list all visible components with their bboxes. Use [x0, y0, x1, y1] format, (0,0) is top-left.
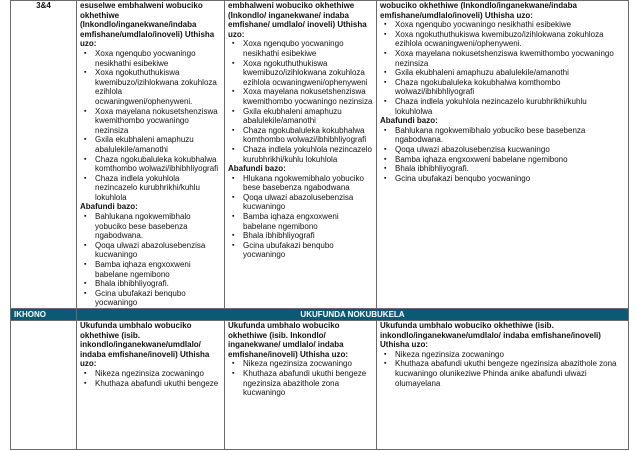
column-cell — [377, 1, 629, 309]
list-item: ▪ Hlukana ngokwemibhalo yobuciko bese basebenza ngabodwana — [243, 174, 373, 193]
list-item: ▪ Nikeza ngezinsiza zocwaningo — [95, 369, 221, 379]
list-item: ▪ Bahlukana ngokwemibhalo yobuciko bese basebenza ngabodwana. — [95, 212, 221, 241]
list-item: ▪ Qoqa ulwazi abazolusebenzisa kucwaningo — [395, 145, 625, 155]
bullet-list — [228, 39, 373, 164]
list-item: ▪ Chaza ngokubaluleka kokubhalwa komthombo wolwazi/ibhibhliyografi — [95, 155, 221, 174]
bullet-list — [380, 126, 625, 184]
list-item: ▪ Gcina ubufakazi benqubo yocwaningo — [243, 241, 373, 260]
section-title: UKUFUNDA NOKUBUKELA — [77, 309, 629, 321]
cell-heading: embhalweni wobuciko okhethiwe (Inkondlo/ inganekwane/ indaba emfishane/ umdlalo/ inoveli) Uthisha uzo: — [228, 1, 367, 39]
list-item: ▪ Xoxa ngenqubo yocwaningo nesikhathi esibekiwe — [395, 20, 625, 30]
skill-label: IKHONO — [11, 309, 77, 321]
list-item: ▪ Bhala ibhibhliyografi. — [395, 164, 625, 174]
column-cell — [77, 321, 225, 450]
table-row — [11, 1, 629, 309]
cell-subheading: Abafundi bazo: — [80, 202, 138, 212]
list-item: ▪ Bahlukana ngokwemibhalo yobuciko bese basebenza ngabodwana. — [395, 126, 625, 145]
list-item: ▪ Chaza indlela yokuhlola nezincazelo kurubhrikhi/kuhlu lokuhlola — [95, 174, 221, 203]
list-item: ▪ Xoxa mayelana nokusetshenziswa kwemithombo yocwaningo nezinsiza — [243, 87, 373, 106]
bullet-list — [380, 20, 625, 116]
cell-heading: Ukufunda umbhalo wobuciko okhethiwe (isib. inkondlo/inganekwane/umdlalo/ indaba emfishane/inoveli) Uthisha uzo: — [80, 321, 210, 369]
column-cell — [225, 321, 377, 450]
list-item: ▪ Bamba iqhaza engxoxweni babelane ngemibono — [95, 260, 221, 279]
list-item: ▪ Bamba iqhaza engxoxweni babelane ngemibono — [243, 212, 373, 231]
cell-subheading: Abafundi bazo: — [380, 116, 438, 126]
list-item: ▪ Qoqa ulwazi abazolusebenzisa kucwaningo — [243, 193, 373, 212]
list-item: ▪ Xoxa ngenqubo yocwaningo nesikhathi esibekiwe — [243, 39, 373, 58]
list-item: ▪ Chaza indlela yokuhlola nezincazelo kurubhrikhi/kuhlu lokuhlola — [243, 145, 373, 164]
list-item: ▪ Nikeza ngezinsiza zocwaningo — [395, 350, 625, 360]
list-item: ▪ Bamba iqhaza engxoxweni babelane ngemibono — [395, 155, 625, 165]
list-item: ▪ Gxila ekubhaleni amaphuzu abalulekile/amanothi — [243, 107, 373, 126]
bullet-list — [228, 174, 373, 260]
column-cell — [77, 1, 225, 309]
list-item: ▪ Khuthaza abafundi ukuthi bengeze ngezinsiza abazithole zona kucwaningo olunikeziwe Phinda anike abafundi ulwazi olumayelana — [395, 359, 625, 388]
list-item: ▪ Chaza indlela yokuhlola nezincazelo kurubhrikhi/kuhlu lokuhlolwa — [395, 97, 625, 116]
list-item: ▪ Chaza ngokubaluleka kokubhalwa komthombo wolwazi/ibhibhliyografi — [395, 78, 625, 97]
list-item: ▪ Qoqa ulwazi abazolusebenzisa kucwaningo — [95, 241, 221, 260]
bullet-list — [80, 212, 221, 308]
list-item: ▪ Gxila ekubhaleni amaphuzu abalulekile/amanothi — [95, 135, 221, 154]
list-item: ▪ Gcina ubufakazi benqubo yocwaningo — [95, 289, 221, 308]
list-item: ▪ Xoxa ngenqubo yocwaningo nesikhathi esibekiwe — [95, 49, 221, 68]
bullet-list — [80, 369, 221, 388]
empty-cell — [11, 321, 77, 450]
list-item: ▪ Xoxa mayelana nokusetshenziswa kwemithombo yocwaningo nezinsiza — [95, 107, 221, 136]
list-item: ▪ Gxila ekubhaleni amaphuzu abalulekile/amanothi — [395, 68, 625, 78]
list-item: ▪ Bhala ibhibhliyografi. — [95, 279, 221, 289]
bullet-list — [80, 49, 221, 203]
list-item: ▪ Gcina ubufakazi benqubo yocwaningo — [395, 174, 625, 184]
curriculum-table — [10, 0, 629, 450]
list-item: ▪ Bhala ibhibhliyografi — [243, 231, 373, 241]
cell-heading: Ukufunda umbhalo wobuciko okhethiwe (isib. inkondlo/inganekwane/umdlalo/ indaba emfishane/inoveli) Uthisha uzo: — [380, 321, 601, 350]
list-item: ▪ Xoxa ngokuthuthukiswa kwemibuzo/izihlokwana zokuhloza ezihlola ocwaningweni/ophenyweni. — [395, 30, 625, 49]
list-item: ▪ Nikeza ngezinsiza zocwaningo — [243, 359, 373, 369]
column-cell — [377, 321, 629, 450]
list-item: ▪ Khuthaza abafundi ukuthi bengeze ngezinsiza abazithole zona kucwaningo — [243, 369, 373, 398]
list-item: ▪ Xoxa ngokuthuthukiswa kwemibuzo/izihlokwana zokuhloza ezihlola ocwaningweni/ophenyweni. — [95, 68, 221, 106]
list-item: ▪ Khuthaza abafundi ukuthi bengeze — [95, 379, 221, 389]
list-item: ▪ Xoxa mayelana nokusetshenziswa kwemithombo yocwaningo nezinsiza — [395, 49, 625, 68]
cell-heading: wobuciko okhethiwe (Inkondlo/inganekwane/indaba emfishane/umdlalo/inoveli) Uthisha uzo: — [380, 1, 577, 20]
grade-cell: 3&4 — [11, 1, 77, 309]
list-item: ▪ Chaza ngokubaluleka kokubhalwa komthombo wolwazi/ibhibhliyografi — [243, 126, 373, 145]
cell-heading: esuselwe embhalweni wobuciko okhethiwe (Inkondlo/inganekwane/indaba emfishane/umdlalo/inoveli) Uthisha uzo: — [80, 1, 215, 49]
table-row — [11, 321, 629, 450]
cell-heading: Ukufunda umbhalo wobuciko okhethiwe (isib. Inkondlo/ inganekwane/ umdlalo/ indaba emfishane/inoveli) Uthisha uzo: — [228, 321, 349, 359]
column-cell — [225, 1, 377, 309]
cell-subheading: Abafundi bazo: — [228, 164, 286, 174]
list-item: ▪ Xoxa ngokuthuthukiswa kwemibuzo/izihlokwana zokuhloza ezihlola ocwaningweni/ophenyweni — [243, 59, 373, 88]
section-banner-row — [11, 309, 629, 321]
bullet-list — [380, 350, 625, 388]
bullet-list — [228, 359, 373, 397]
